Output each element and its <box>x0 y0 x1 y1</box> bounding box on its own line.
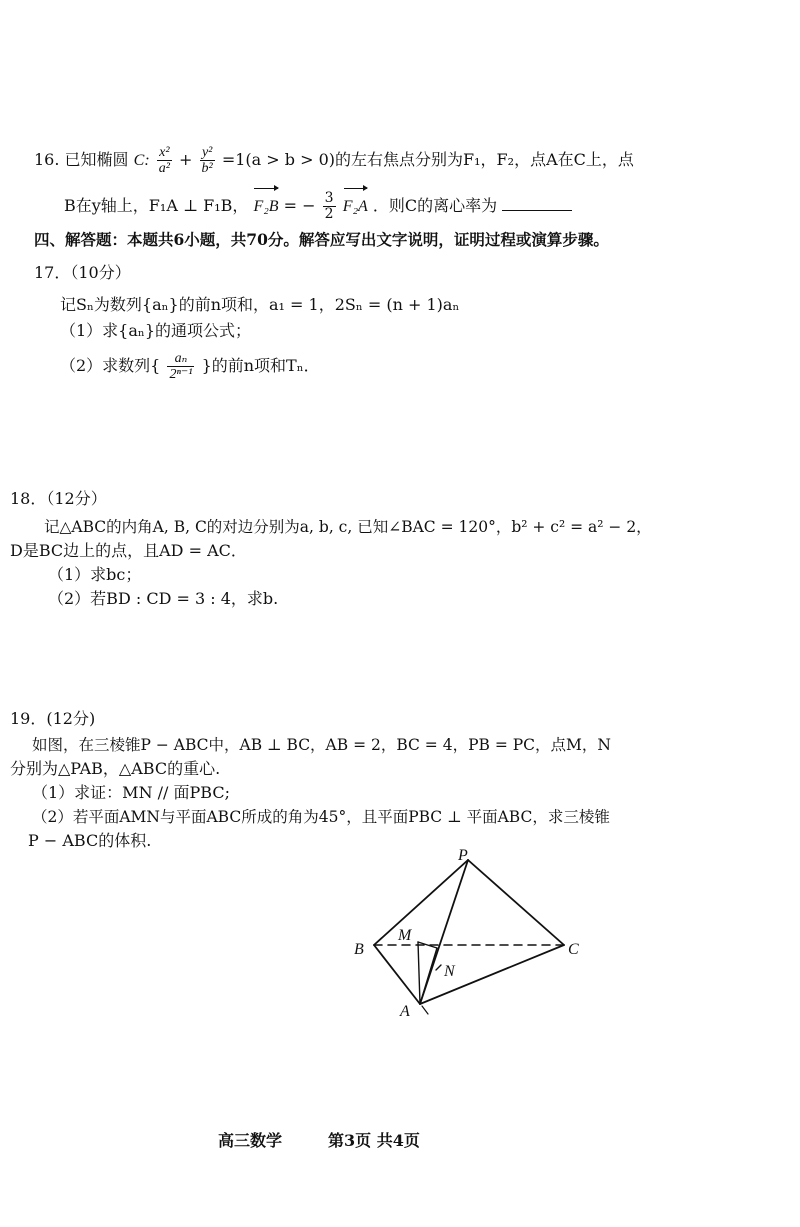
q16-line2 <box>64 186 572 226</box>
q19-heading: 19．(12分) <box>10 709 96 728</box>
q17-part2 <box>60 346 320 386</box>
q16-curve: C: <box>133 152 150 169</box>
q19-part1: （1）求证：MN // 面PBC; <box>32 783 230 802</box>
q16-fraction-y: $\frac{\text{y²}}{\text{b²}}$ <box>201 145 213 176</box>
q17-part1: （1）求{aₙ}的通项公式； <box>60 321 252 340</box>
q16-number: 16. <box>34 150 60 169</box>
q17-part2-text-a: （2）求数列{ <box>60 356 161 375</box>
q17-line1: 记Sₙ为数列{aₙ}的前n项和，a₁ = 1，2Sₙ = (n + 1)aₙ <box>60 295 460 314</box>
q19-part2: （2）若平面AMN与平面ABC所成的角为45°，且平面PBC ⊥ 平面ABC，求三棱锥 <box>32 808 610 826</box>
segment-an <box>420 948 437 1004</box>
q18-line2: D是BC边上的点，且AD = AC． <box>10 541 247 560</box>
label-b: B <box>354 941 364 958</box>
q16-fraction-3-2: $\frac{3}{2}$ <box>324 190 334 222</box>
q18-line1: 记△ABC的内角A, B, C的对边分别为a, b, c, 已知∠BAC = 120°，b² + c² = a² − 2， <box>44 518 652 536</box>
q16-text-2: =1(a > b > 0)的左右焦点分别为F₁，F₂，点A在C上，点 <box>221 150 634 169</box>
footer-page-number: 第3页 共4页 <box>328 1131 420 1150</box>
tick-n <box>436 965 441 970</box>
label-m: M <box>398 927 412 944</box>
q16-plus: + <box>179 150 193 169</box>
label-a: A <box>400 1003 410 1020</box>
label-n: N <box>444 963 455 980</box>
q18-part2: （2）若BD : CD = 3 : 4，求b. <box>48 589 279 608</box>
label-p: P <box>458 847 468 864</box>
q16-line1 <box>34 140 634 180</box>
edge-ab <box>374 945 420 1004</box>
label-c: C <box>568 941 579 958</box>
q18-part1: （1）求bc； <box>48 565 142 584</box>
q16-vector-f2a: F₂A <box>343 187 368 227</box>
q17-fraction: $\frac{\text{aₙ}}{\text{2ⁿ⁻¹}}$ <box>169 351 193 382</box>
q16-text-4: ．则C的离心率为 <box>372 196 498 215</box>
q19-line2: 分别为△PAB，△ABC的重心. <box>10 759 221 778</box>
q17-part2-text-b: }的前n项和Tₙ． <box>201 356 320 375</box>
q16-text-3: B在y轴上，F₁A ⊥ F₁B， <box>64 196 249 215</box>
section-heading: 四、解答题：本题共6小题，共70分。解答应写出文字说明，证明过程或演算步骤。 <box>34 230 609 249</box>
edge-pc <box>468 860 564 945</box>
footer-subject: 高三数学 <box>218 1131 283 1150</box>
q16-eq: = − <box>283 196 316 215</box>
segment-am <box>418 942 420 1004</box>
answer-blank <box>502 196 572 211</box>
q16-vector-f2b: F₂B <box>253 187 278 227</box>
q19-line1: 如图，在三棱锥P − ABC中，AB ⊥ BC，AB = 2，BC = 4，PB = PC，点M，N <box>32 736 611 754</box>
tick-a <box>422 1006 428 1014</box>
q16-fraction-x: $\frac{\text{x²}}{\text{a²}}$ <box>158 145 170 176</box>
edge-ac <box>420 945 564 1004</box>
pyramid-figure <box>340 842 590 1022</box>
q19-line5: P − ABC的体积. <box>28 831 152 850</box>
q18-heading: 18．（12分） <box>10 489 107 508</box>
q16-text-1: 已知椭圆 <box>64 150 129 169</box>
q17-heading: 17．（10分） <box>34 263 131 282</box>
